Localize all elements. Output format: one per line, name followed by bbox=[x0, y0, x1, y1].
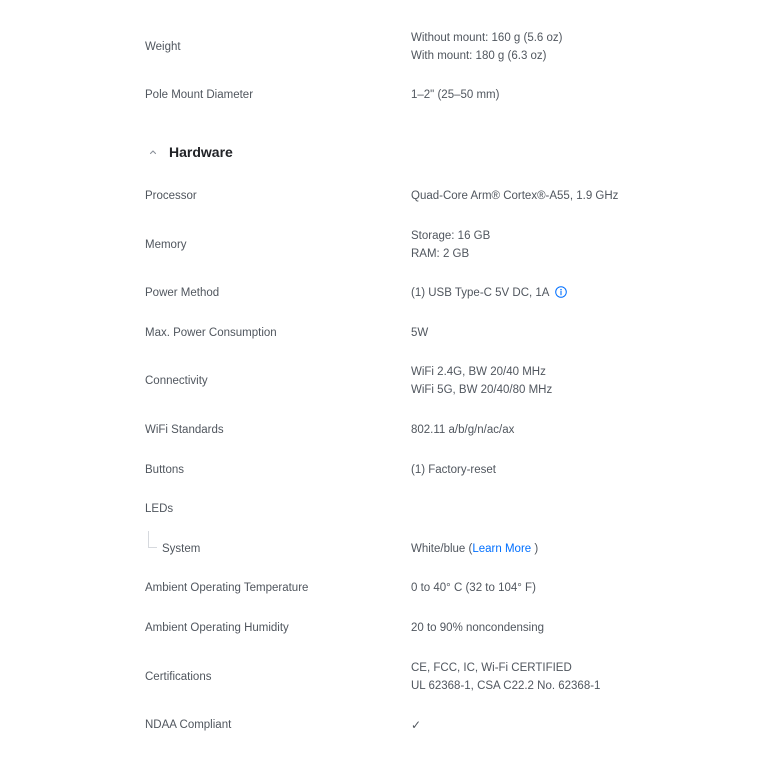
spec-label-weight: Weight bbox=[145, 41, 181, 53]
spec-value-memory bbox=[411, 227, 490, 263]
spec-value-pole-mount-diameter: 1–2" (25–50 mm) bbox=[411, 89, 500, 101]
spec-value-buttons: (1) Factory-reset bbox=[411, 464, 496, 476]
spec-value-line: With mount: 180 g (6.3 oz) bbox=[411, 50, 547, 62]
spec-label-buttons: Buttons bbox=[145, 464, 184, 476]
spec-value-line: CE, FCC, IC, Wi-Fi CERTIFIED bbox=[411, 662, 572, 674]
spec-label-leds: LEDs bbox=[145, 503, 174, 515]
spec-label-wifi-standards: WiFi Standards bbox=[145, 424, 224, 436]
spec-value-power-method bbox=[411, 284, 567, 302]
tree-connector bbox=[148, 531, 157, 548]
info-icon[interactable] bbox=[555, 286, 567, 298]
spec-value-prefix: White/blue ( bbox=[411, 543, 473, 555]
spec-label-memory: Memory bbox=[145, 239, 187, 251]
spec-value-suffix: ) bbox=[531, 543, 539, 555]
spec-label-processor: Processor bbox=[145, 190, 197, 202]
spec-value-line: Storage: 16 GB bbox=[411, 230, 491, 242]
hardware-section-toggle[interactable] bbox=[147, 144, 233, 160]
spec-value-line: RAM: 2 GB bbox=[411, 248, 470, 260]
spec-value-wifi-standards: 802.11 a/b/g/n/ac/ax bbox=[411, 424, 515, 436]
spec-value-line: UL 62368-1, CSA C22.2 No. 62368-1 bbox=[411, 680, 601, 692]
spec-value-line: WiFi 5G, BW 20/40/80 MHz bbox=[411, 384, 553, 396]
spec-value-connectivity bbox=[411, 363, 552, 399]
spec-value-weight bbox=[411, 29, 563, 65]
section-title-hardware: Hardware bbox=[169, 144, 233, 160]
spec-value-line: WiFi 2.4G, BW 20/40 MHz bbox=[411, 366, 546, 378]
spec-label-ndaa: NDAA Compliant bbox=[145, 719, 232, 731]
checkmark-icon: ✓ bbox=[411, 718, 422, 732]
spec-value-line: Without mount: 160 g (5.6 oz) bbox=[411, 32, 563, 44]
spec-value-certifications bbox=[411, 659, 600, 695]
spec-label-system: System bbox=[162, 543, 201, 555]
spec-value-max-power: 5W bbox=[411, 327, 429, 339]
spec-label-max-power: Max. Power Consumption bbox=[145, 327, 277, 339]
spec-value-text: (1) USB Type-C 5V DC, 1A bbox=[411, 287, 550, 299]
spec-label-power-method: Power Method bbox=[145, 287, 220, 299]
spec-value-humidity: 20 to 90% noncondensing bbox=[411, 622, 544, 634]
chevron-up-icon bbox=[147, 146, 159, 158]
spec-value-processor: Quad-Core Arm® Cortex®-A55, 1.9 GHz bbox=[411, 190, 619, 202]
spec-label-pole-mount-diameter: Pole Mount Diameter bbox=[145, 89, 254, 101]
spec-value-system bbox=[411, 540, 538, 558]
spec-label-temperature: Ambient Operating Temperature bbox=[145, 582, 309, 594]
spec-value-temperature: 0 to 40° C (32 to 104° F) bbox=[411, 582, 536, 594]
spec-label-certifications: Certifications bbox=[145, 671, 212, 683]
spec-label-humidity: Ambient Operating Humidity bbox=[145, 622, 289, 634]
learn-more-link[interactable]: Learn More bbox=[472, 543, 532, 555]
spec-label-connectivity: Connectivity bbox=[145, 375, 208, 387]
